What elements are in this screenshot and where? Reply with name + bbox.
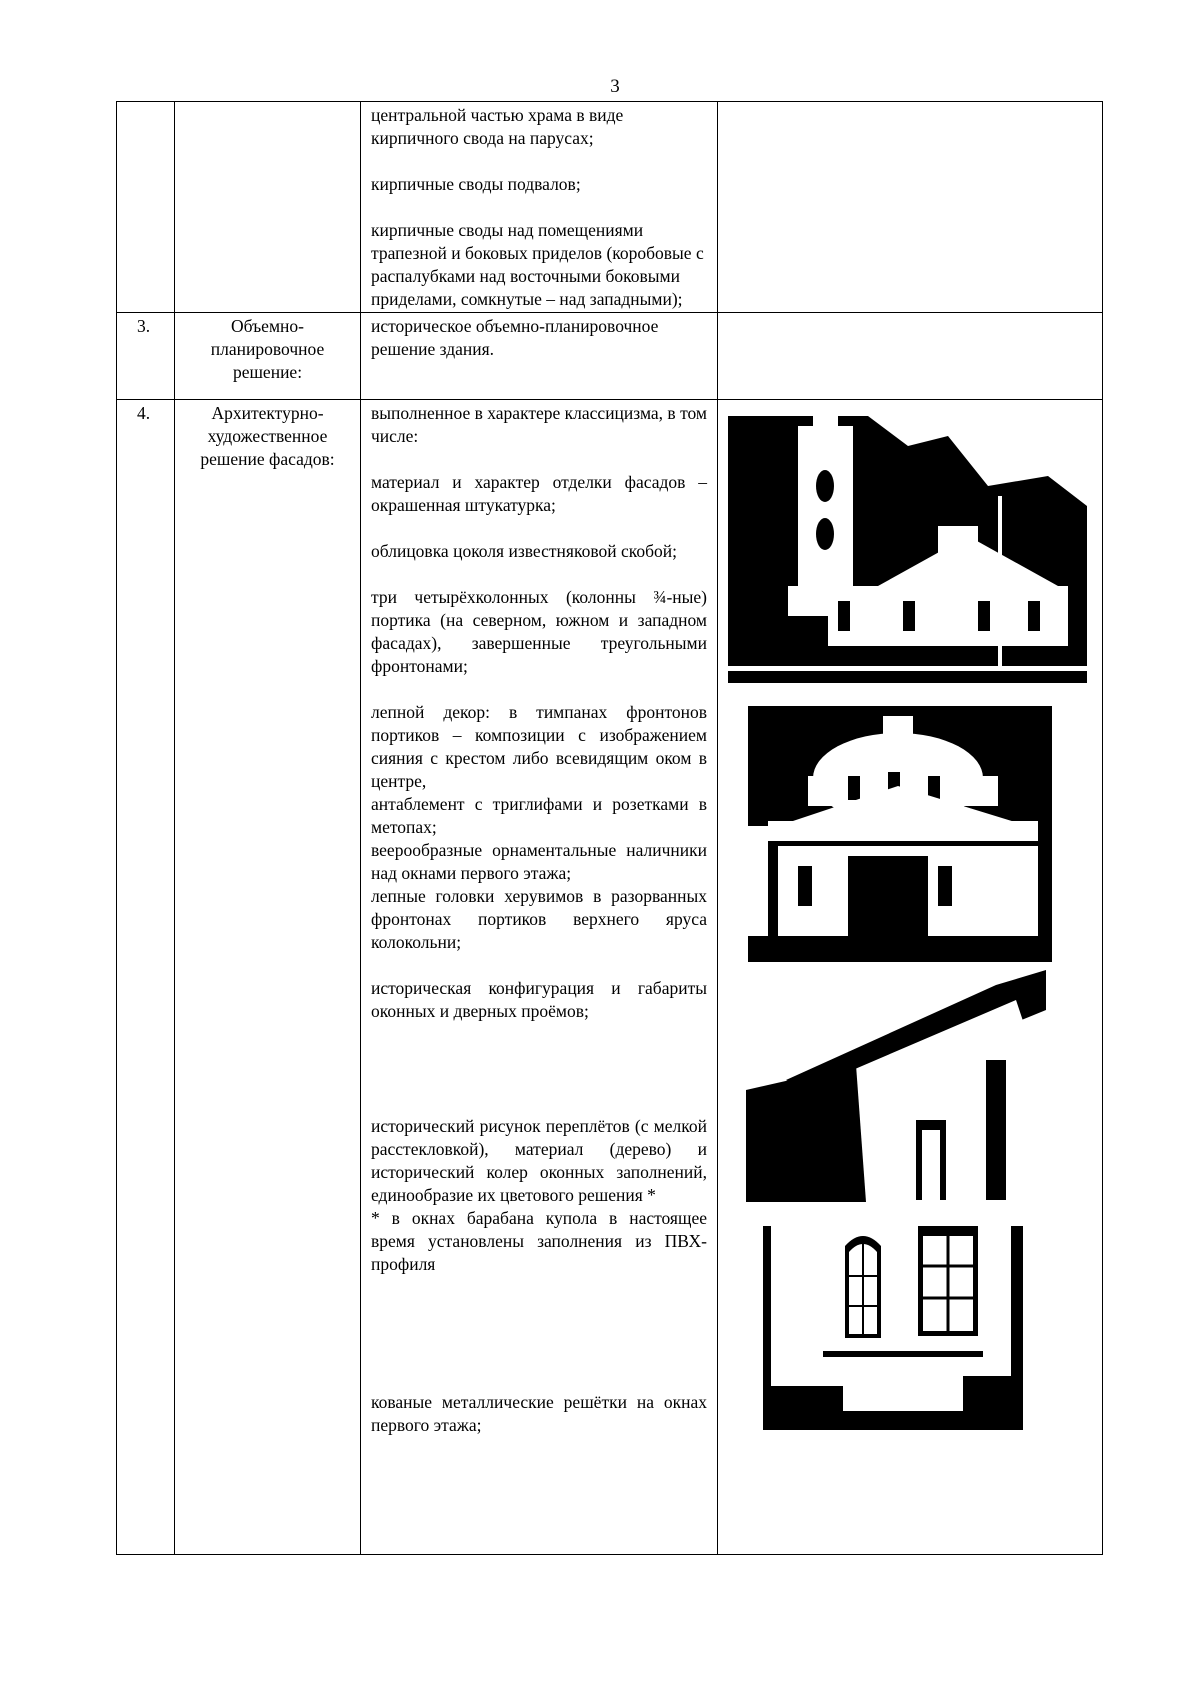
row-description bbox=[361, 102, 718, 313]
table-row bbox=[117, 102, 1103, 313]
paragraph: центральной частью храма в виде кирпичного свода на парусах; bbox=[371, 105, 624, 148]
row-title: Объемно-планировочное решение: bbox=[175, 313, 361, 400]
row-images bbox=[718, 400, 1103, 1555]
paragraph: выполненное в характере классицизма, в том числе: bbox=[371, 403, 707, 446]
pediment-detail-photo bbox=[746, 970, 1066, 1202]
paragraph: * в окнах барабана купола в настоящее время установлены заполнения из ПВХ-профиля bbox=[371, 1208, 707, 1274]
paragraph: веерообразные орнаментальные наличники над окнами первого этажа; bbox=[371, 840, 707, 883]
table-row bbox=[117, 313, 1103, 400]
portico-dome-photo bbox=[748, 706, 1052, 962]
row-description bbox=[361, 400, 718, 1555]
row-images bbox=[718, 313, 1103, 400]
paragraph: исторический рисунок переплётов (с мелкой расстекловкой), материал (дерево) и исторический колер оконных заполнений, единообразие их цветового решения * bbox=[371, 1116, 707, 1205]
paragraph: материал и характер отделки фасадов – окрашенная штукатурка; bbox=[371, 472, 707, 515]
table-row bbox=[117, 400, 1103, 1555]
window-facade-photo bbox=[763, 1226, 1023, 1430]
paragraph: три четырёхколонных (колонны ¾-ные) портика (на северном, южном и западном фасадах), завершенные треугольными фронтонами; bbox=[371, 587, 707, 676]
paragraph: облицовка цоколя известняковой скобой; bbox=[371, 541, 677, 561]
paragraph: кирпичные своды над помещениями трапезной и боковых приделов (коробовые с распалубками над восточными боковыми приделами, сомкнутые – над западными); bbox=[371, 220, 704, 309]
row-description bbox=[361, 313, 718, 400]
row-title bbox=[175, 102, 361, 313]
row-number: 3. bbox=[117, 313, 175, 400]
row-images bbox=[718, 102, 1103, 313]
church-bell-tower-photo bbox=[728, 416, 1087, 698]
paragraph: антаблемент с триглифами и розетками в метопах; bbox=[371, 794, 707, 837]
row-number: 4. bbox=[117, 400, 175, 1555]
paragraph: историческая конфигурация и габариты оконных и дверных проёмов; bbox=[371, 978, 707, 1021]
row-number bbox=[117, 102, 175, 313]
page-number: 3 bbox=[610, 76, 620, 97]
paragraph: лепные головки херувимов в разорванных фронтонах портиков верхнего яруса колокольни; bbox=[371, 886, 707, 952]
paragraph: историческое объемно-планировочное решение здания. bbox=[371, 316, 659, 359]
paragraph: кованые металлические решётки на окнах первого этажа; bbox=[371, 1392, 707, 1435]
row-title: Архитектурно-художественное решение фасадов: bbox=[175, 400, 361, 1555]
monument-subject-table bbox=[116, 101, 1103, 1555]
paragraph: лепной декор: в тимпанах фронтонов портиков – композиции с изображением сияния с крестом либо всевидящим оком в центре, bbox=[371, 702, 707, 791]
paragraph: кирпичные своды подвалов; bbox=[371, 174, 581, 194]
